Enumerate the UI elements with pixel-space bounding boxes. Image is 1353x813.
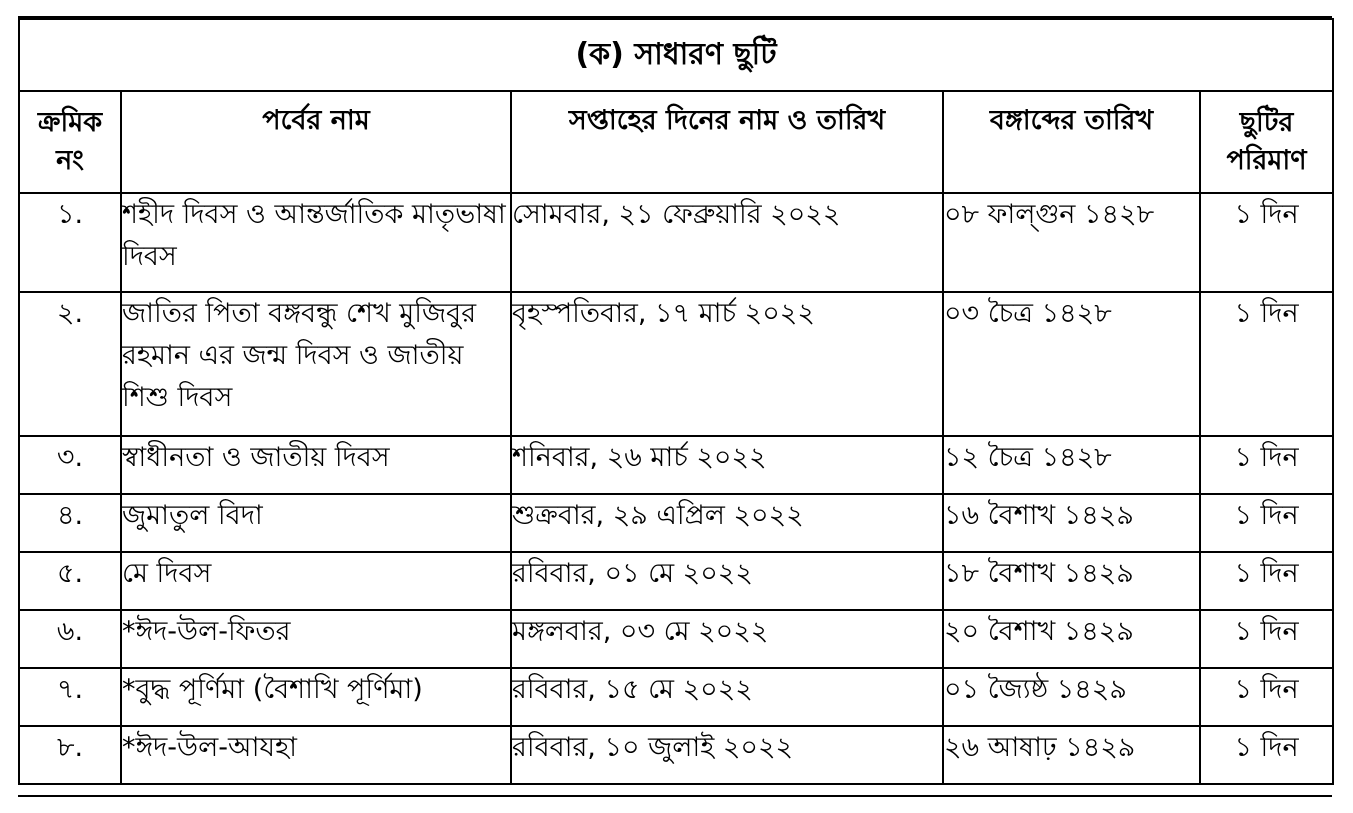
- row-festival: *বুদ্ধ পূর্ণিমা (বৈশাখি পূর্ণিমা): [121, 668, 511, 726]
- row-weekday-date: শুক্রবার, ২৯ এপ্রিল ২০২২: [511, 494, 943, 552]
- row-serial: ৫.: [19, 552, 121, 610]
- row-bangla-date: ২০ বৈশাখ ১৪২৯: [943, 610, 1200, 668]
- row-festival: স্বাধীনতা ও জাতীয় দিবস: [121, 436, 511, 494]
- row-weekday-date: বৃহস্পতিবার, ১৭ মার্চ ২০২২: [511, 292, 943, 436]
- row-weekday-date: রবিবার, ১০ জুলাই ২০২২: [511, 726, 943, 784]
- row-bangla-date: ১৮ বৈশাখ ১৪২৯: [943, 552, 1200, 610]
- row-festival: মে দিবস: [121, 552, 511, 610]
- bottom-rule: [18, 795, 1332, 797]
- row-serial: ৪.: [19, 494, 121, 552]
- table-row: [19, 436, 1333, 494]
- row-weekday-date: রবিবার, ০১ মে ২০২২: [511, 552, 943, 610]
- header-duration: ছুটির পরিমাণ: [1200, 91, 1333, 193]
- header-festival: পর্বের নাম: [121, 91, 511, 193]
- row-festival: জুমাতুল বিদা: [121, 494, 511, 552]
- table-row: [19, 726, 1333, 784]
- table-row: [19, 552, 1333, 610]
- row-duration: ১ দিন: [1200, 668, 1333, 726]
- row-weekday-date: মঙ্গলবার, ০৩ মে ২০২২: [511, 610, 943, 668]
- header-bangla-date: বঙ্গাব্দের তারিখ: [943, 91, 1200, 193]
- row-serial: ৭.: [19, 668, 121, 726]
- table-title: (ক) সাধারণ ছুটি: [19, 19, 1333, 91]
- table-row: [19, 494, 1333, 552]
- table-row: [19, 610, 1333, 668]
- row-weekday-date: শনিবার, ২৬ মার্চ ২০২২: [511, 436, 943, 494]
- header-weekday-date: সপ্তাহের দিনের নাম ও তারিখ: [511, 91, 943, 193]
- table-row: [19, 668, 1333, 726]
- row-bangla-date: ২৬ আষাঢ় ১৪২৯: [943, 726, 1200, 784]
- row-serial: ৮.: [19, 726, 121, 784]
- table-row: [19, 193, 1333, 292]
- row-duration: ১ দিন: [1200, 193, 1333, 292]
- row-festival: *ঈদ-উল-আযহা: [121, 726, 511, 784]
- row-weekday-date: সোমবার, ২১ ফেব্রুয়ারি ২০২২: [511, 193, 943, 292]
- row-bangla-date: ১২ চৈত্র ১৪২৮: [943, 436, 1200, 494]
- table-header-row: [19, 91, 1333, 193]
- row-serial: ১.: [19, 193, 121, 292]
- row-serial: ৩.: [19, 436, 121, 494]
- row-festival: *ঈদ-উল-ফিতর: [121, 610, 511, 668]
- row-festival: শহীদ দিবস ও আন্তর্জাতিক মাতৃভাষা দিবস: [121, 193, 511, 292]
- row-duration: ১ দিন: [1200, 494, 1333, 552]
- row-weekday-date: রবিবার, ১৫ মে ২০২২: [511, 668, 943, 726]
- row-duration: ১ দিন: [1200, 292, 1333, 436]
- row-duration: ১ দিন: [1200, 726, 1333, 784]
- row-duration: ১ দিন: [1200, 552, 1333, 610]
- row-bangla-date: ০৮ ফাল্গুন ১৪২৮: [943, 193, 1200, 292]
- row-festival: জাতির পিতা বঙ্গবন্ধু শেখ মুজিবুর রহমান এর জন্ম দিবস ও জাতীয় শিশু দিবস: [121, 292, 511, 436]
- table-row: [19, 292, 1333, 436]
- header-serial: ক্রমিক নং: [19, 91, 121, 193]
- table-title-row: [19, 19, 1333, 91]
- row-duration: ১ দিন: [1200, 610, 1333, 668]
- row-bangla-date: ১৬ বৈশাখ ১৪২৯: [943, 494, 1200, 552]
- row-bangla-date: ০১ জ্যৈষ্ঠ ১৪২৯: [943, 668, 1200, 726]
- row-bangla-date: ০৩ চৈত্র ১৪২৮: [943, 292, 1200, 436]
- row-serial: ২.: [19, 292, 121, 436]
- holiday-table: [18, 18, 1334, 785]
- row-duration: ১ দিন: [1200, 436, 1333, 494]
- row-serial: ৬.: [19, 610, 121, 668]
